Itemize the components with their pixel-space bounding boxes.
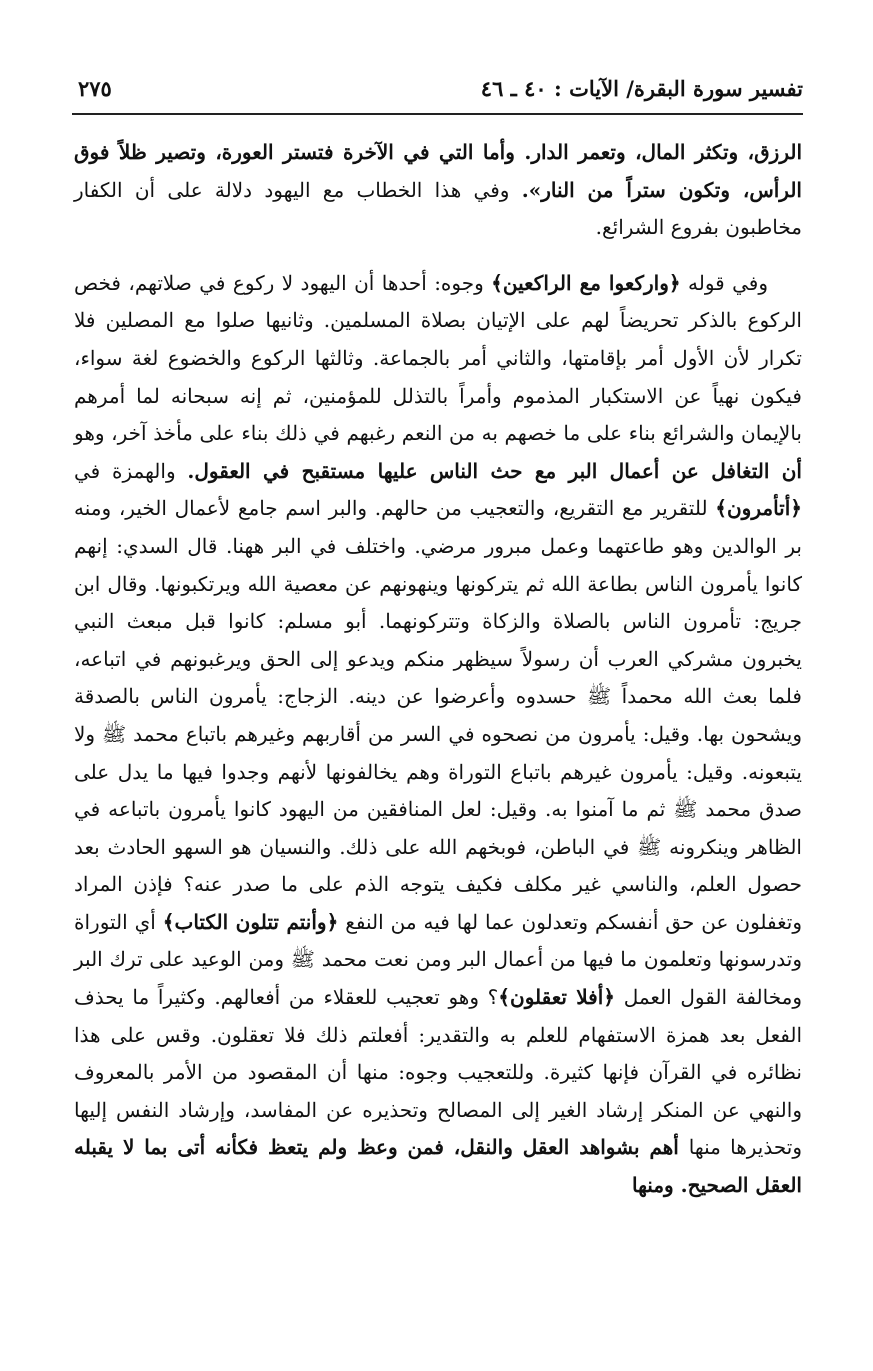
emphasized-statement: أن التغافل عن أعمال البر مع حث الناس عليها مستقبح في العقول. xyxy=(187,458,802,483)
paragraph-2-text-b: والهمزة في xyxy=(74,458,188,483)
header-divider xyxy=(72,113,803,115)
paragraph-2-text-e: ؟ وهو تعجيب للعقلاء من أفعالهم. وكثيراً ما يحذف الفعل بعد همزة الاستفهام للعلم به والتقدير: أفعلتم ذلك فلا تعقلون. وقس على هذا نظائره في القرآن فإنها كثيرة. وللتعجيب وجوه: منها أن المقصود من الأمر بالمعروف والنهي عن المنكر إرشاد الغير إلى المصالح وتحذيره عن المفاسد، وإرشاد النفس إليها وتحذيرها منها xyxy=(74,985,802,1160)
emphasized-final: أهم بشواهد العقل والنقل، فمن وعظ ولم يتعظ فكأنه أتى بما لا يقبله العقل الصحيح. ومنها xyxy=(74,1135,802,1198)
quran-quote-taqiloon: ﴿أفلا تعقلون﴾ xyxy=(498,985,616,1010)
page-header xyxy=(72,72,803,112)
paragraph-2-text-d: أي التوراة وتدرسونها وتعلمون ما فيها من أعمال البر ومن نعت محمد ﷺ ومن الوعيد على ترك البر ومخالفة القول العمل xyxy=(74,909,802,1010)
hadith-quote-end: الرزق، وتكثر المال، وتعمر الدار. وأما التي في الآخرة فتستر العورة، وتصير ظلاً فوق الرأس، وتكون ستراً من النار». xyxy=(74,140,802,202)
paragraph-2-text-c: للتقرير مع التقريع، والتعجيب من حالهم. والبر اسم جامع لأعمال الخير، ومنه بر الوالدين وهو طاعتهما وعمل مبرور مرضي. واختلف في البر ههنا. قال السدي: إنهم كانوا يأمرون الناس بطاعة الله ثم يتركونها وينهونهم عن معصية الله ويرتكبونها. وقال ابن جريج: تأمرون الناس بالصلاة والزكاة وتتركونهما. أبو مسلم: كانوا قبل مبعث النبي يخبرون مشركي العرب أن رسولاً سيظهر منكم ويدعو إلى الحق ويرغبونهم في اتباعه، فلما بعث الله محمداً ﷺ حسدوه وأعرضوا عن دينه. الزجاج: يأمرون الناس بالصدقة ويشحون بها. وقيل: يأمرون من نصحوه في السر من أقاربهم وغيرهم باتباع محمد ﷺ ولا يتبعونه. وقيل: يأمرون غيرهم باتباع التوراة وهم يخالفونها لأنهم وجدوا فيها ما يدل على صدق محمد ﷺ ثم ما آمنوا به. وقيل: لعل المنافقين من اليهود كانوا يأمرون باتباعه في الظاهر وينكرونه ﷺ في الباطن، فوبخهم الله على ذلك. والنسيان هو السهو الحادث بعد حصول العلم، والناسي غير مكلف فكيف يتوجه الذم على ما صدر عنه؟ فإذن المراد وتغفلون عن حق أنفسكم وتعدلون عما لها فيه من النفع xyxy=(74,496,803,934)
quran-quote-tamuroon: ﴿أتأمرون﴾ xyxy=(715,496,802,521)
intro-text: وفي قوله xyxy=(680,270,768,295)
quran-quote-tatloon: ﴿وأنتم تتلون الكتاب﴾ xyxy=(162,909,339,934)
paragraph-1 xyxy=(74,134,802,247)
page-number: ٢٧٥ xyxy=(78,76,112,101)
quran-quote-rukoo: ﴿واركعوا مع الراكعين﴾ xyxy=(491,270,681,295)
paragraph-1-text: وفي هذا الخطاب مع اليهود دلالة على أن الكفار مخاطبون بفروع الشرائع. xyxy=(74,177,802,240)
page-body xyxy=(74,134,802,1205)
running-title: تفسير سورة البقرة/ الآيات : ٤٠ ـ ٤٦ xyxy=(480,76,803,101)
paragraph-2-text-a: وجوه: أحدها أن اليهود لا ركوع في صلاتهم، فخص الركوع بالذكر تحريضاً لهم على الإتيان بصلاة المسلمين. وثانيها صلوا مع المصلين فلا تكرار لأن الأول أمر بإقامتها، والثاني أمر بالجماعة. وثالثها الركوع والخضوع لغة سواء، فيكون نهياً عن الاستكبار المذموم وأمراً بالتذلل للمؤمنين، ثم إنه سبحانه لما أمرهم بالإيمان والشرائع بناء على ما خصهم به من النعم رغبهم في ذلك بناء على مأخذ آخر، وهو xyxy=(74,270,802,446)
paragraph-2 xyxy=(74,265,802,1205)
paragraph-spacer xyxy=(74,247,802,265)
